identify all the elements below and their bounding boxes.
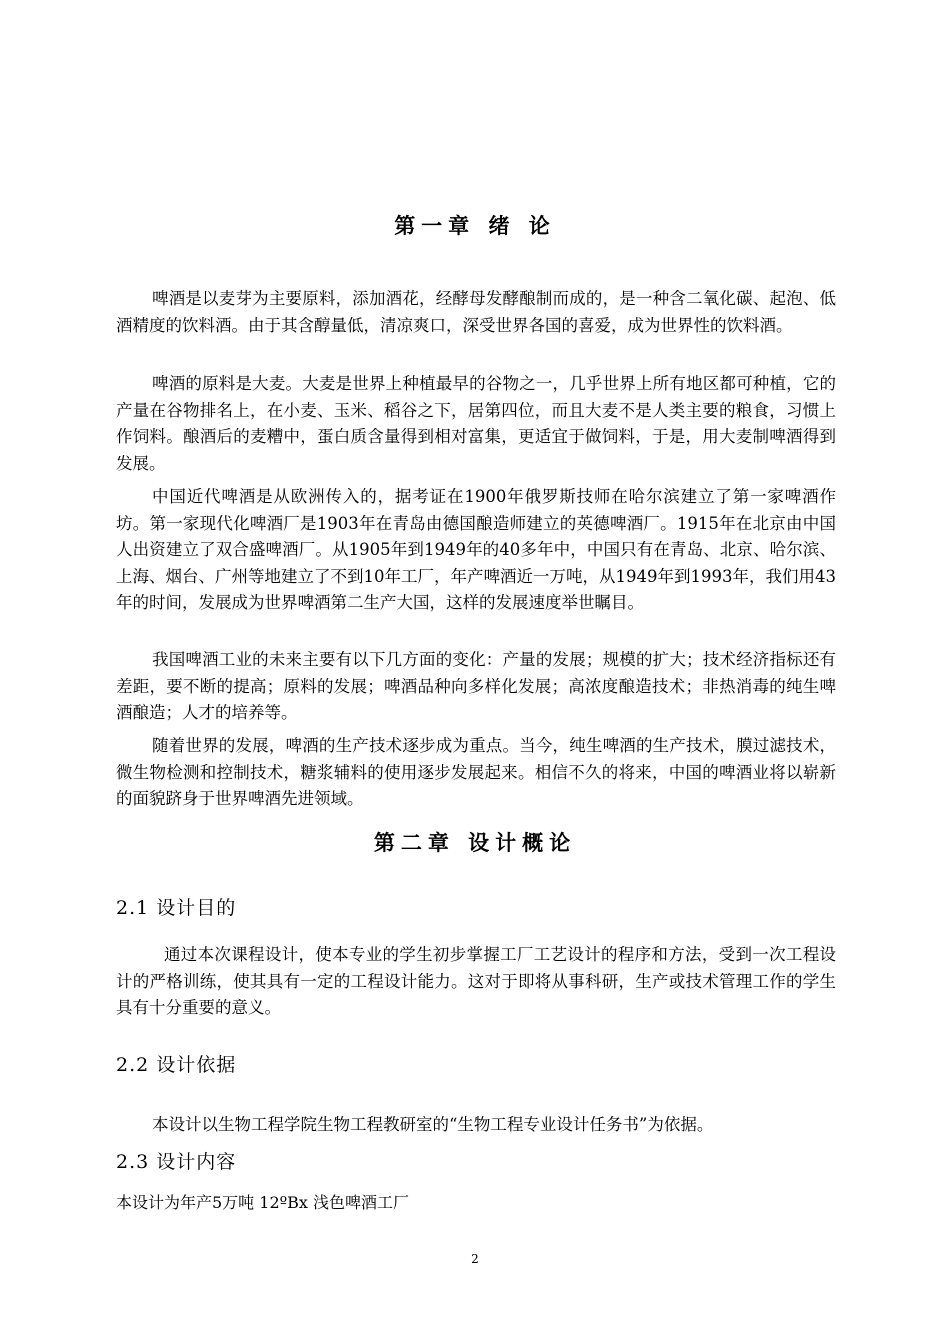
chapter-1-title: 第一章 绪 论 <box>394 214 556 238</box>
chapter-1-paragraph-3: 中国近代啤酒是从欧洲传入的，据考证在1900年俄罗斯技师在哈尔滨建立了第一家啤酒作坊。第一家现代化啤酒厂是1903年在青岛由德国酿造师建立的英德啤酒厂。1915年在北京由中国人出资建立了双合盛啤酒厂。从1905年到1949年的40多年中，中国只有在青岛、北京、哈尔滨、上海、烟台、广州等地建立了不到10年工厂，年产啤酒近一万吨，从1949年到1993年，我们用43年的时间，发展成为世界啤酒第二生产大国，这样的发展速度举世瞩目。 <box>116 487 836 612</box>
chapter-1-paragraph-1: 啤酒是以麦芽为主要原料，添加酒花，经酵母发酵酿制而成的，是一种含二氧化碳、起泡、低酒精度的饮料酒。由于其含醇量低，清凉爽口，深受世界各国的喜爱，成为世界性的饮料酒。 <box>116 289 836 335</box>
page-number: 2 <box>471 1252 479 1266</box>
section-2-1-text: 通过本次课程设计，使本专业的学生初步掌握工厂工艺设计的程序和方法，受到一次工程设计的严格训练，使其具有一定的工程设计能力。这对于即将从事科研，生产或技术管理工作的学生具有十分重要的意义。 <box>116 945 836 1017</box>
section-2-3-heading: 2.3 设计内容 <box>116 1151 237 1173</box>
chapter-1-paragraph-4: 我国啤酒工业的未来主要有以下几方面的变化：产量的发展；规模的扩大；技术经济指标还有差距，要不断的提高；原料的发展；啤酒品种向多样化发展；高浓度酿造技术；非热消毒的纯生啤酒酿造；人才的培养等。 <box>116 650 836 722</box>
chapter-1-paragraph-5: 随着世界的发展，啤酒的生产技术逐步成为重点。当今，纯生啤酒的生产技术，膜过滤技术，微生物检测和控制技术，糖浆辅料的使用逐步发展起来。相信不久的将来，中国的啤酒业将以崭新的面貌跻身于世界啤酒先进领域。 <box>116 736 836 808</box>
section-2-2-heading: 2.2 设计依据 <box>116 1054 237 1076</box>
section-2-3-text: 本设计为年产5万吨 12ºBx 浅色啤酒工厂 <box>116 1193 410 1212</box>
chapter-1-paragraph-2: 啤酒的原料是大麦。大麦是世界上种植最早的谷物之一，几乎世界上所有地区都可种植，它的产量在谷物排名上，在小麦、玉米、稻谷之下，居第四位，而且大麦不是人类主要的粮食，习惯上作饲料。酿酒后的麦糟中，蛋白质含量得到相对富集，更适宜于做饲料，于是，用大麦制啤酒得到发展。 <box>116 374 836 473</box>
chapter-2-title: 第二章 设计概论 <box>373 831 577 855</box>
section-2-2-text: 本设计以生物工程学院生物工程教研室的“生物工程专业设计任务书”为依据。 <box>152 1115 714 1134</box>
section-2-1-heading: 2.1 设计目的 <box>116 897 237 919</box>
